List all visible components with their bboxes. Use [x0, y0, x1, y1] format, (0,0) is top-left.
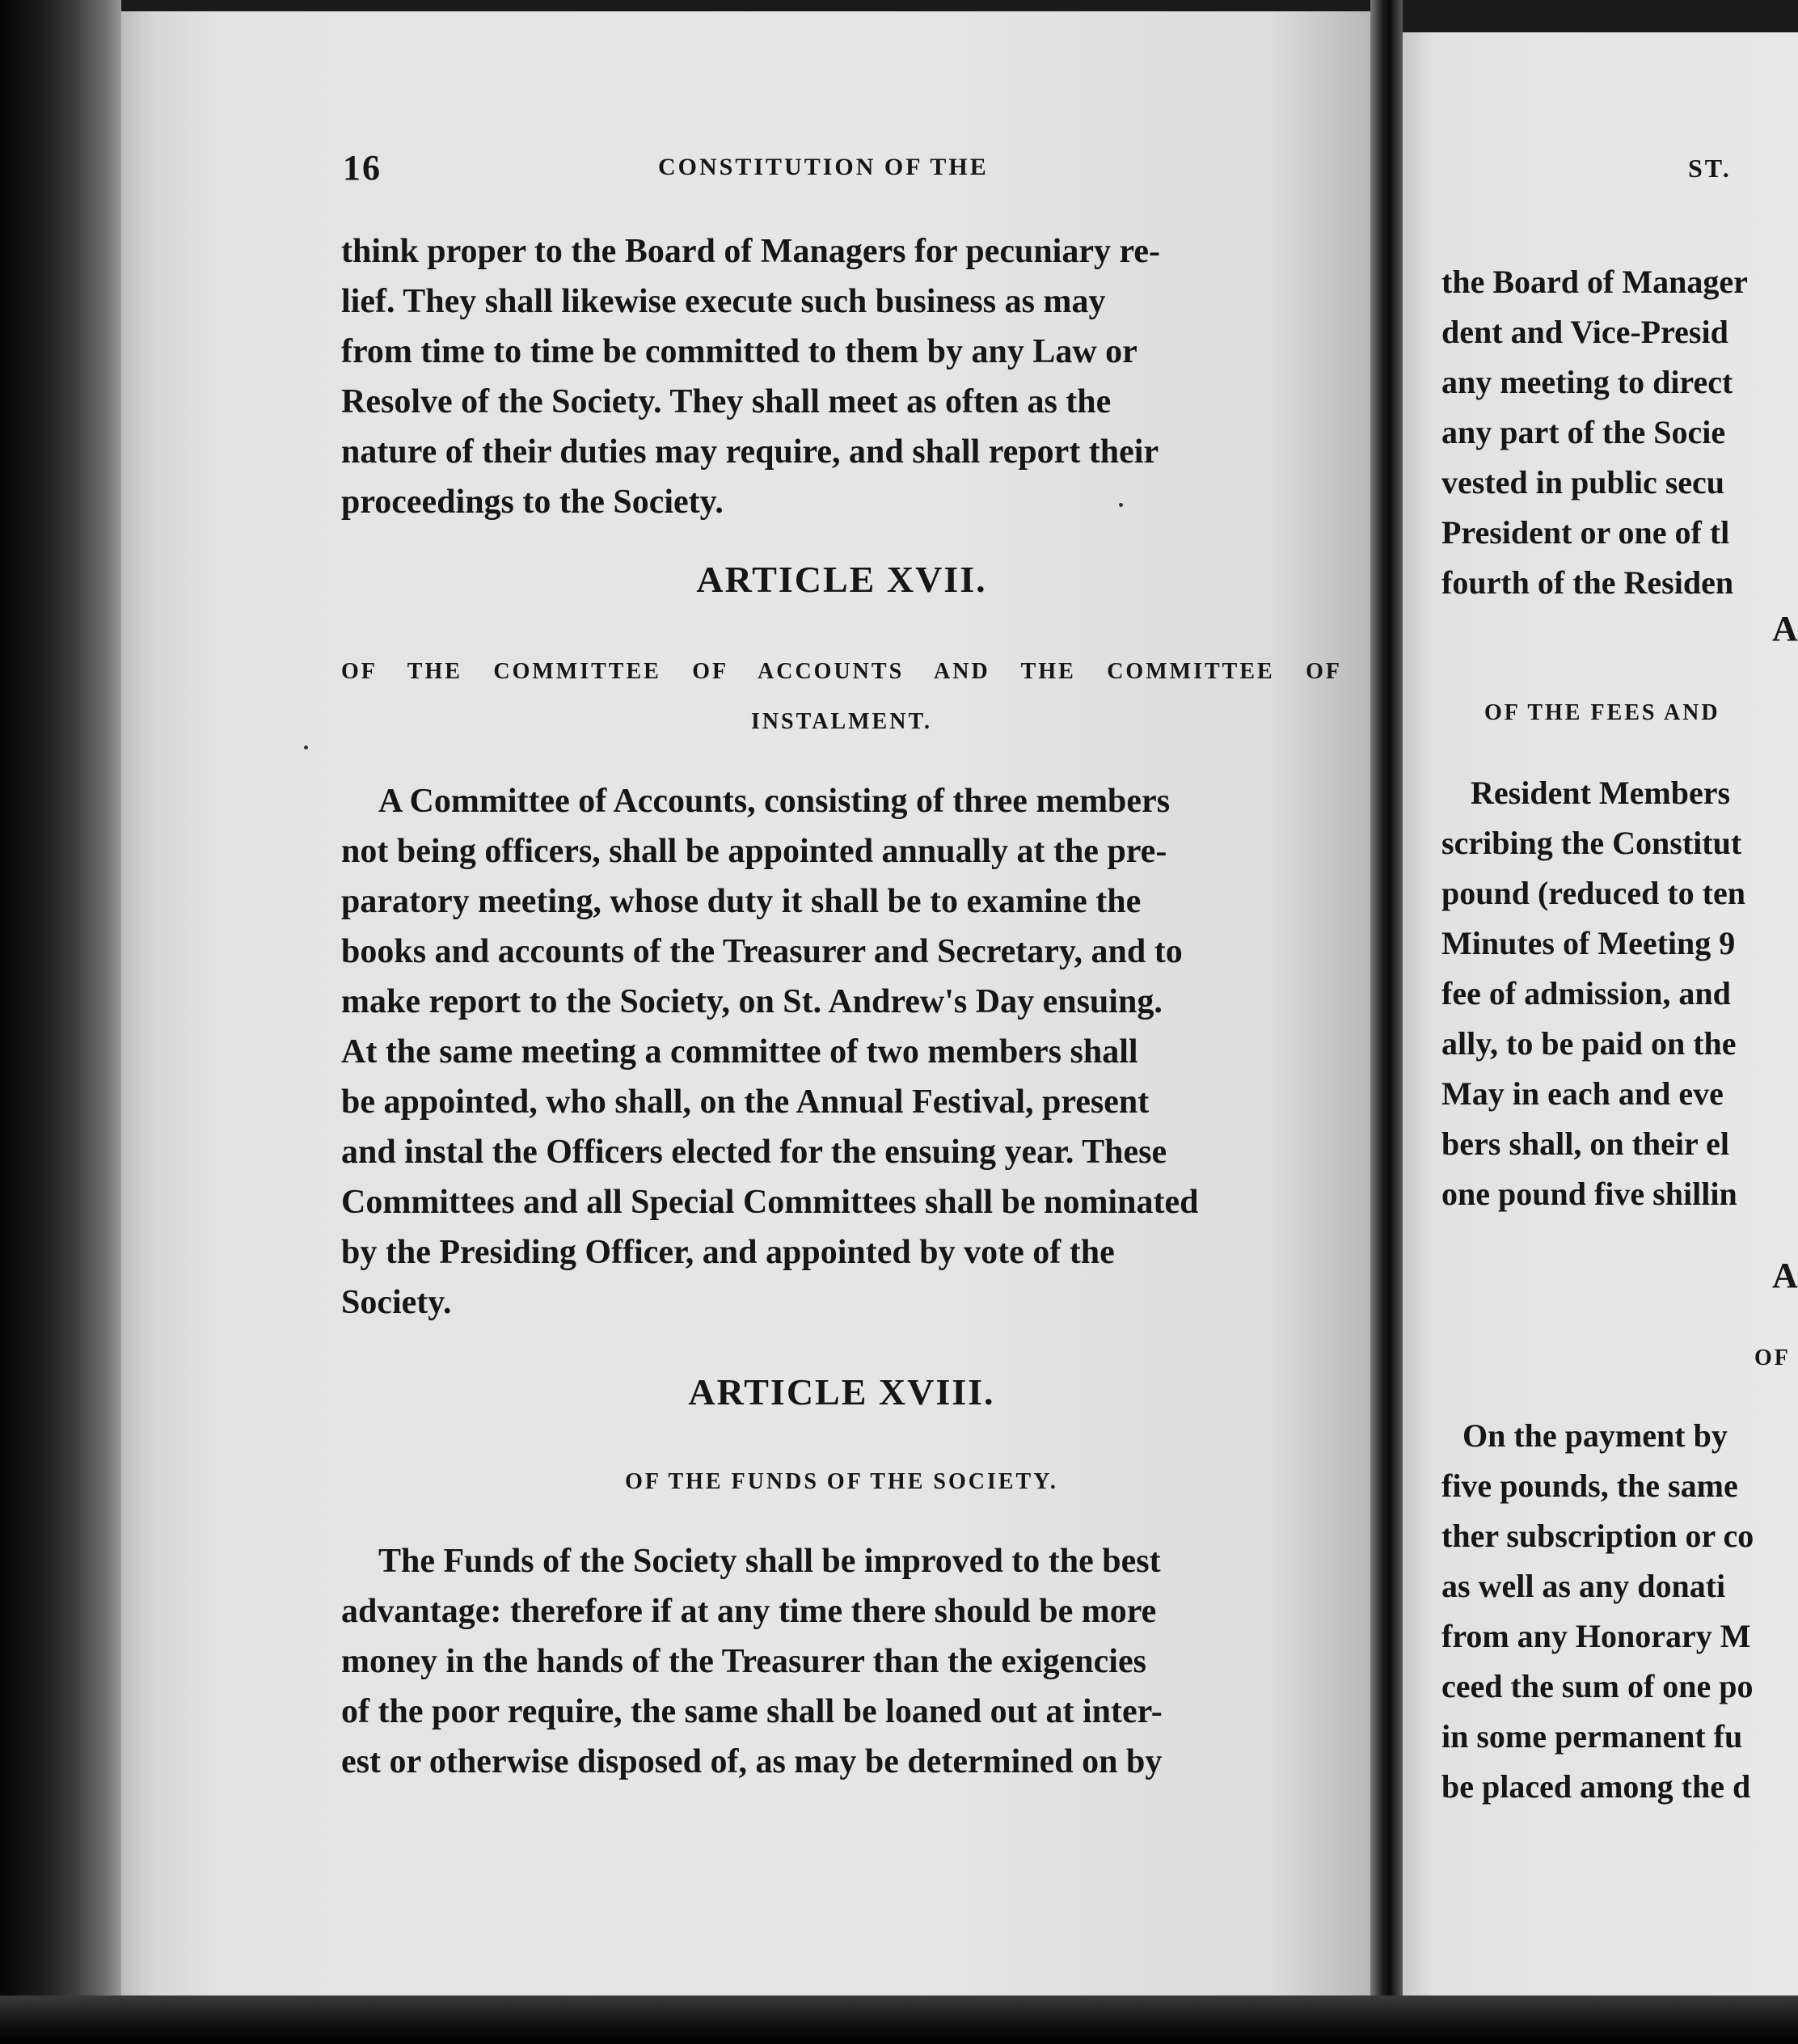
text-line: by the Presiding Officer, and appointed by vote of the [341, 1234, 1115, 1271]
text-line: books and accounts of the Treasurer and Secretary, and to [341, 933, 1183, 970]
text-line: Committees and all Special Committees shall be nominated [341, 1184, 1199, 1221]
right-article-heading: A [1772, 1256, 1798, 1295]
text-line: the Board of Manager [1441, 264, 1748, 300]
text-line: of the poor require, the same shall be loaned out at inter- [341, 1693, 1163, 1730]
text-line: from any Honorary M [1441, 1618, 1751, 1654]
text-line: vested in public secu [1441, 464, 1725, 500]
subheading-line: OF THE COMMITTEE OF ACCOUNTS AND THE COMMITTEE OF [341, 659, 1342, 684]
subheading-line: INSTALMENT. [750, 709, 933, 734]
text-line: not being officers, shall be appointed annually at the pre- [341, 833, 1167, 870]
running-head [343, 147, 1337, 188]
article-18-heading: ARTICLE XVIII. [688, 1371, 995, 1413]
text-line: in some permanent fu [1441, 1718, 1743, 1755]
text-line: think proper to the Board of Managers for pecuniary re- [341, 233, 1161, 270]
text-line: and instal the Officers elected for the ensuing year. These [341, 1134, 1167, 1171]
text-line: paratory meeting, whose duty it shall be to examine the [341, 883, 1142, 920]
right-block-2 [1441, 768, 1798, 1219]
right-article-subheading: OF [1754, 1345, 1791, 1370]
text-line: scribing the Constitut [1441, 825, 1742, 861]
right-article-subheading: OF THE FEES AND [1484, 700, 1720, 725]
article-17-subheading [341, 647, 1342, 747]
text-line: lief. They shall likewise execute such business as may [341, 283, 1106, 320]
text-line: five pounds, the same [1441, 1468, 1738, 1504]
text-line: Resolve of the Society. They shall meet as often as the [341, 383, 1112, 420]
print-speck [1119, 503, 1123, 507]
text-line: make report to the Society, on St. Andrew's Day ensuing. [341, 983, 1163, 1020]
text-line: be placed among the d [1441, 1768, 1751, 1805]
text-line: ther subscription or co [1441, 1518, 1754, 1554]
right-block-3 [1441, 1411, 1798, 1812]
right-article-heading: A [1772, 609, 1798, 648]
article-18-paragraph [341, 1536, 1342, 1787]
continuation-paragraph [341, 226, 1342, 527]
text-line: President or one of tl [1441, 514, 1730, 551]
text-line: Society. [341, 1284, 452, 1321]
text-line: On the payment by [1462, 1417, 1728, 1454]
book-bottom-edge [0, 1995, 1798, 2044]
article-18-subheading: OF THE FUNDS OF THE SOCIETY. [625, 1469, 1058, 1494]
right-running-head: ST. [1688, 154, 1732, 183]
text-line: ally, to be paid on the [1441, 1025, 1737, 1062]
book-binding-edge [0, 0, 121, 2044]
text-line: nature of their duties may require, and shall report their [341, 433, 1159, 471]
text-line: fee of admission, and [1441, 975, 1731, 1011]
text-line: Resident Members [1471, 775, 1731, 811]
text-line: At the same meeting a committee of two members shall [341, 1033, 1138, 1071]
book-gutter [1370, 0, 1403, 2044]
text-line: as well as any donati [1441, 1568, 1726, 1604]
text-line: advantage: therefore if at any time there should be more [341, 1593, 1157, 1630]
text-line: May in each and eve [1441, 1075, 1724, 1112]
text-line: bers shall, on their el [1441, 1125, 1729, 1162]
article-17-paragraph [341, 776, 1342, 1328]
text-line: be appointed, who shall, on the Annual Festival, present [341, 1083, 1150, 1121]
running-head-title: CONSTITUTION OF THE [658, 154, 989, 180]
text-line: Minutes of Meeting 9 [1441, 925, 1736, 961]
text-line: proceedings to the Society. [341, 484, 724, 521]
article-17-heading: ARTICLE XVII. [696, 559, 987, 600]
print-speck [304, 745, 308, 750]
right-block-1 [1441, 257, 1798, 608]
text-line: dent and Vice-Presid [1441, 314, 1728, 350]
text-line: fourth of the Residen [1441, 564, 1734, 601]
text-line: any meeting to direct [1441, 364, 1733, 400]
text-line: one pound five shillin [1441, 1176, 1737, 1212]
text-line: from time to time be committed to them by any Law or [341, 333, 1137, 370]
text-line: pound (reduced to ten [1441, 875, 1745, 911]
text-line: money in the hands of the Treasurer than the exigencies [341, 1643, 1146, 1680]
text-line: The Funds of the Society shall be improved to the best [378, 1543, 1161, 1580]
page-number: 16 [343, 148, 382, 188]
text-line: any part of the Socie [1441, 414, 1726, 450]
text-line: ceed the sum of one po [1441, 1668, 1754, 1704]
text-line: est or otherwise disposed of, as may be determined on by [341, 1743, 1163, 1780]
text-line: A Committee of Accounts, consisting of three members [378, 783, 1171, 820]
